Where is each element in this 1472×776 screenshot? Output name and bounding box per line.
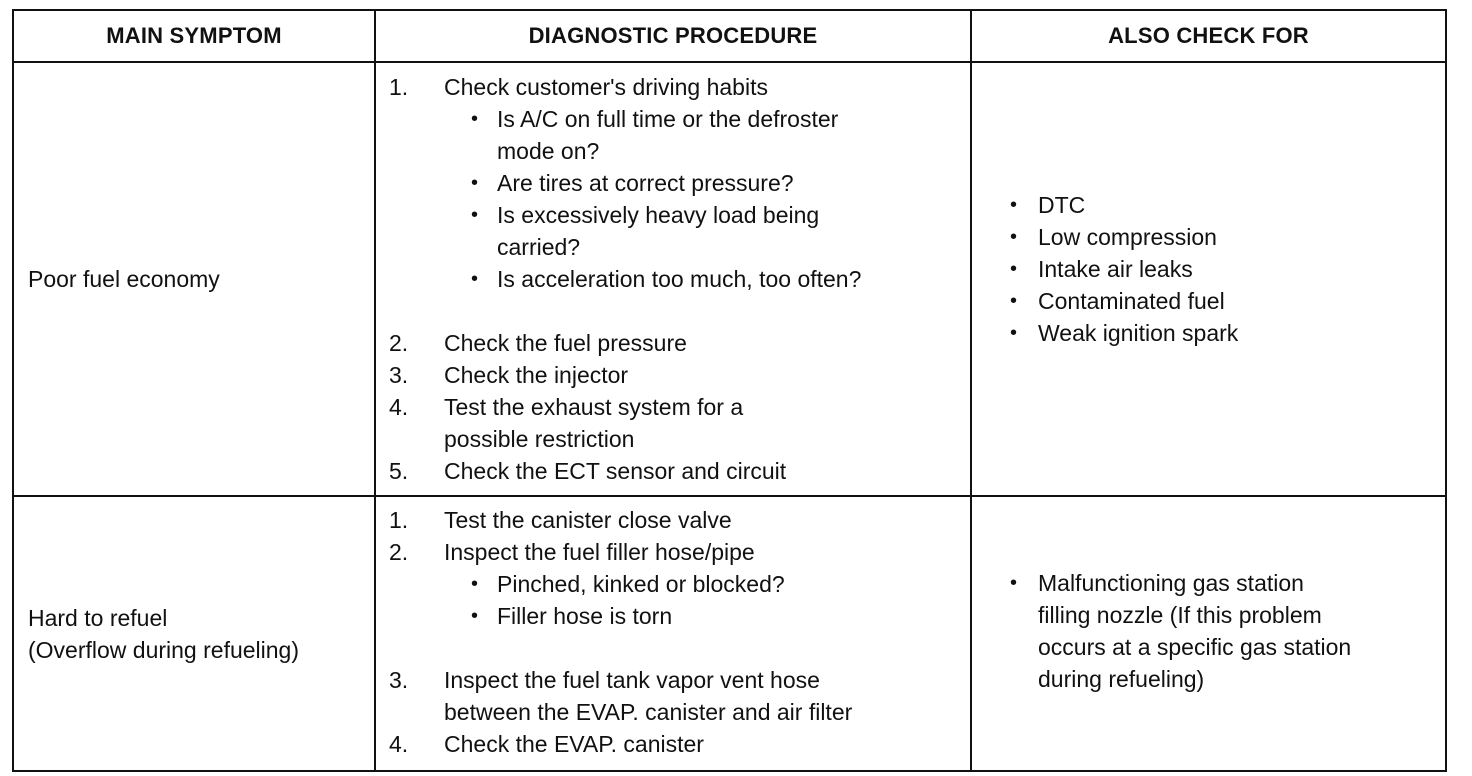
spacer bbox=[444, 632, 970, 664]
sub-check-text: Filler hose is torn bbox=[497, 603, 673, 629]
procedure-step bbox=[376, 359, 970, 391]
sub-check-text: Pinched, kinked or blocked? bbox=[497, 571, 785, 597]
step-number: 2. bbox=[389, 539, 409, 565]
spacer bbox=[444, 295, 970, 327]
procedure-step bbox=[376, 455, 970, 487]
symptom-cell bbox=[13, 496, 375, 771]
also-check-list bbox=[972, 567, 1445, 700]
symptom-text: (Overflow during refueling) bbox=[28, 636, 300, 663]
procedure-step bbox=[376, 71, 970, 327]
also-check-text: DTC bbox=[1038, 192, 1086, 218]
header-also-check-for: ALSO CHECK FOR bbox=[971, 10, 1446, 62]
sub-check-item bbox=[444, 568, 970, 600]
symptom-text: Poor fuel economy bbox=[28, 266, 220, 292]
procedure-step bbox=[376, 536, 970, 664]
sub-check-text: Is A/C on full time or the defroster bbox=[497, 106, 839, 132]
table-header-row bbox=[13, 10, 1446, 62]
step-number: 5. bbox=[389, 458, 409, 484]
sub-check-item bbox=[444, 263, 970, 295]
table-row-hard-to-refuel bbox=[13, 496, 1446, 771]
sub-check-item bbox=[444, 103, 970, 167]
also-check-text: Weak ignition spark bbox=[1038, 320, 1239, 346]
also-check-text: Contaminated fuel bbox=[1038, 288, 1225, 314]
step-text: possible restriction bbox=[444, 426, 635, 452]
bullet-icon: • bbox=[1010, 258, 1018, 280]
sub-check-item bbox=[444, 600, 970, 632]
bullet-icon: • bbox=[471, 204, 479, 226]
also-check-item bbox=[972, 189, 1445, 221]
step-text: Check customer's driving habits bbox=[444, 74, 768, 100]
procedure-step bbox=[376, 327, 970, 359]
bullet-icon: • bbox=[471, 268, 479, 290]
also-check-item bbox=[972, 253, 1445, 285]
header-diagnostic-procedure: DIAGNOSTIC PROCEDURE bbox=[375, 10, 971, 62]
also-check-item bbox=[972, 285, 1445, 317]
step-text: Check the fuel pressure bbox=[444, 330, 687, 356]
step-text: Test the canister close valve bbox=[444, 507, 732, 533]
sub-check-text: Is acceleration too much, too often? bbox=[497, 266, 862, 292]
bullet-icon: • bbox=[471, 108, 479, 130]
procedure-cell bbox=[375, 62, 971, 496]
bullet-icon: • bbox=[471, 172, 479, 194]
procedure-step bbox=[376, 664, 970, 728]
procedure-cell bbox=[375, 496, 971, 771]
also-check-text: Intake air leaks bbox=[1038, 256, 1193, 282]
procedure-list bbox=[376, 63, 970, 487]
procedure-step bbox=[376, 391, 970, 455]
step-text: Check the EVAP. canister bbox=[444, 731, 704, 757]
step-text: Inspect the fuel filler hose/pipe bbox=[444, 539, 755, 565]
also-check-cell bbox=[971, 62, 1446, 496]
symptom-cell bbox=[13, 62, 375, 496]
bullet-icon: • bbox=[1010, 290, 1018, 312]
also-check-text: occurs at a specific gas station bbox=[1038, 634, 1352, 660]
symptom-text: Hard to refuel bbox=[28, 604, 168, 631]
step-text: Check the ECT sensor and circuit bbox=[444, 458, 787, 484]
bullet-icon: • bbox=[1010, 322, 1018, 344]
bullet-icon: • bbox=[1010, 572, 1018, 594]
header-main-symptom: MAIN SYMPTOM bbox=[13, 10, 375, 62]
bullet-icon: • bbox=[471, 573, 479, 595]
also-check-text: Low compression bbox=[1038, 224, 1217, 250]
sub-check-text: Is excessively heavy load being bbox=[497, 202, 820, 228]
step-text: between the EVAP. canister and air filter bbox=[444, 699, 853, 725]
procedure-step bbox=[376, 504, 970, 536]
step-number: 3. bbox=[389, 667, 409, 693]
also-check-item bbox=[972, 317, 1445, 349]
sub-check-text: Are tires at correct pressure? bbox=[497, 170, 794, 196]
procedure-list bbox=[376, 497, 970, 760]
sub-check-text: mode on? bbox=[497, 138, 600, 164]
also-check-text: filling nozzle (If this problem bbox=[1038, 602, 1322, 628]
bullet-icon: • bbox=[1010, 226, 1018, 248]
step-number: 3. bbox=[389, 362, 409, 388]
also-check-item bbox=[972, 221, 1445, 253]
diagnosis-table bbox=[12, 9, 1447, 772]
step-number: 1. bbox=[389, 507, 409, 533]
step-text: Inspect the fuel tank vapor vent hose bbox=[444, 667, 820, 693]
step-number: 4. bbox=[389, 394, 409, 420]
sub-check-item bbox=[444, 167, 970, 199]
step-number: 2. bbox=[389, 330, 409, 356]
step-text: Check the injector bbox=[444, 362, 629, 388]
bullet-icon: • bbox=[471, 605, 479, 627]
also-check-item bbox=[972, 567, 1445, 695]
table-row-poor-fuel-economy bbox=[13, 62, 1446, 496]
also-check-text: during refueling) bbox=[1038, 666, 1205, 692]
bullet-icon: • bbox=[1010, 194, 1018, 216]
sub-check-list bbox=[444, 568, 970, 632]
also-check-text: Malfunctioning gas station bbox=[1038, 570, 1304, 596]
sub-check-item bbox=[444, 199, 970, 263]
sub-check-list bbox=[444, 103, 970, 295]
step-text: Test the exhaust system for a bbox=[444, 394, 744, 420]
also-check-list bbox=[972, 189, 1445, 369]
also-check-cell bbox=[971, 496, 1446, 771]
step-number: 1. bbox=[389, 74, 409, 100]
sub-check-text: carried? bbox=[497, 234, 581, 260]
step-number: 4. bbox=[389, 731, 409, 757]
procedure-step bbox=[376, 728, 970, 760]
